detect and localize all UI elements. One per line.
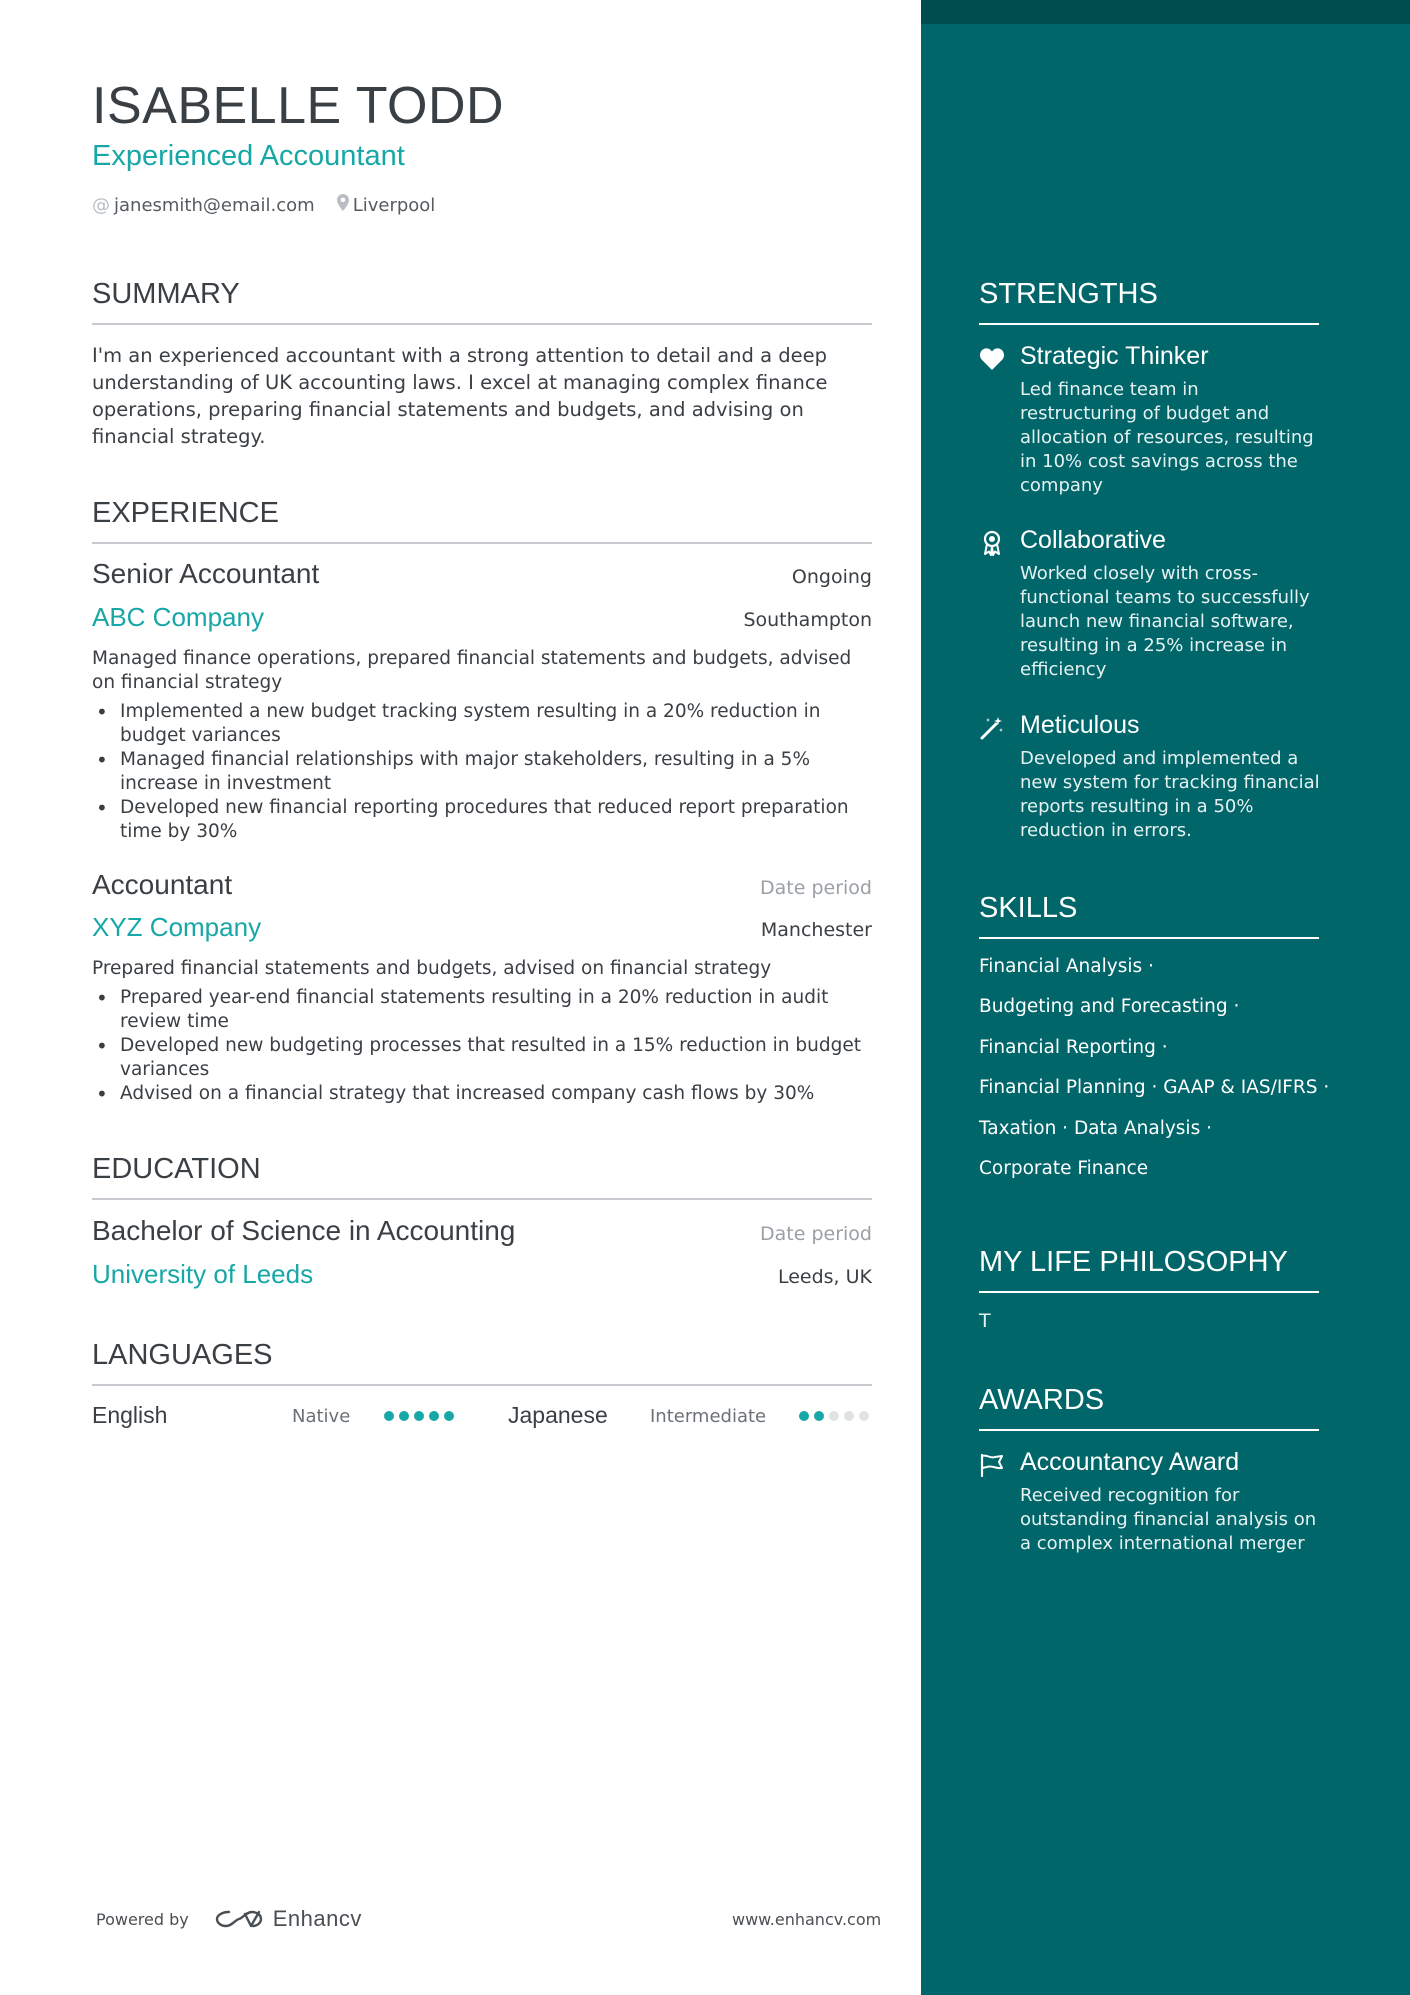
experience-heading: EXPERIENCE bbox=[92, 497, 872, 544]
award-description: Received recognition for outstanding financial analysis on a complex international merger bbox=[1020, 1485, 1317, 1554]
sidebar bbox=[921, 0, 1410, 1995]
education-header bbox=[92, 1215, 872, 1247]
strength-title: Strategic Thinker bbox=[1020, 342, 1209, 370]
proficiency-dot bbox=[414, 1411, 424, 1421]
summary-heading: SUMMARY bbox=[92, 278, 872, 325]
education-date: Date period bbox=[760, 1223, 872, 1245]
languages-row bbox=[92, 1402, 872, 1432]
job-company: ABC Company bbox=[92, 602, 264, 632]
awards-heading: AWARDS bbox=[979, 1384, 1319, 1431]
heart-icon bbox=[979, 346, 1005, 372]
strengths-heading: STRENGTHS bbox=[979, 278, 1319, 325]
candidate-name: ISABELLE TODD bbox=[92, 77, 505, 135]
job-bullets bbox=[92, 700, 872, 844]
job-company-row bbox=[92, 602, 872, 633]
footer-url[interactable]: www.enhancv.com bbox=[732, 1910, 882, 1929]
job-company-row bbox=[92, 912, 872, 943]
award-title: Accountancy Award bbox=[1020, 1448, 1240, 1476]
proficiency-dot bbox=[399, 1411, 409, 1421]
skills-heading: SKILLS bbox=[979, 892, 1319, 939]
brand-name: Enhancv bbox=[272, 1906, 362, 1931]
skill-line: Financial Planning · GAAP & IAS/IFRS · bbox=[979, 1077, 1330, 1098]
proficiency-dot bbox=[814, 1411, 824, 1421]
job-bullet: • Developed new budgeting processes that resulted in a 15% reduction in budget variances bbox=[92, 1034, 872, 1082]
job-header bbox=[92, 869, 872, 901]
job-company: XYZ Company bbox=[92, 912, 262, 942]
strength-description: Led finance team in restructuring of budget and allocation of resources, resulting in 10% cost savings across the company bbox=[1020, 379, 1314, 496]
job-title: Accountant bbox=[92, 869, 233, 900]
skill-line: Taxation · Data Analysis · bbox=[979, 1118, 1212, 1139]
job-header bbox=[92, 558, 872, 590]
candidate-role: Experienced Accountant bbox=[92, 140, 405, 172]
philosophy-heading: MY LIFE PHILOSOPHY bbox=[979, 1246, 1319, 1293]
job-location: Manchester bbox=[760, 919, 872, 941]
strength-description: Worked closely with cross-functional teams to successfully launch new financial software, resulting in a 25% increase in efficiency bbox=[1020, 563, 1310, 680]
enhancv-logo[interactable] bbox=[215, 1906, 362, 1932]
job-bullet: • Developed new financial reporting procedures that reduced report preparation time by 30% bbox=[92, 796, 872, 844]
award-ribbon-icon bbox=[979, 530, 1005, 556]
proficiency-dot bbox=[429, 1411, 439, 1421]
school-location: Leeds, UK bbox=[777, 1266, 872, 1288]
language-dots bbox=[384, 1411, 454, 1421]
skill-line: Budgeting and Forecasting · bbox=[979, 996, 1240, 1017]
education-school-row bbox=[92, 1259, 872, 1290]
strength-description: Developed and implemented a new system for tracking financial reports resulting in a 50% reduction in errors. bbox=[1020, 748, 1320, 841]
contact-info bbox=[92, 194, 435, 216]
languages-heading: LANGUAGES bbox=[92, 1339, 872, 1386]
strength-title: Collaborative bbox=[1020, 526, 1166, 554]
job-bullets bbox=[92, 986, 872, 1106]
job-description: Prepared financial statements and budgets, advised on financial strategy bbox=[92, 958, 772, 979]
proficiency-dot bbox=[384, 1411, 394, 1421]
proficiency-dot bbox=[444, 1411, 454, 1421]
proficiency-dot bbox=[844, 1411, 854, 1421]
job-title: Senior Accountant bbox=[92, 558, 320, 589]
proficiency-dot bbox=[829, 1411, 839, 1421]
at-icon: @ bbox=[92, 194, 110, 216]
job-bullet: • Managed financial relationships with major stakeholders, resulting in a 5% increase in investment bbox=[92, 748, 872, 796]
email-link[interactable]: janesmith@email.com bbox=[114, 194, 315, 216]
language-dots bbox=[799, 1411, 869, 1421]
language-name: Japanese bbox=[508, 1402, 608, 1428]
job-bullet: • Prepared year-end financial statements resulting in a 20% reduction in audit review time bbox=[92, 986, 872, 1034]
job-date: Date period bbox=[760, 877, 872, 899]
location-text: Liverpool bbox=[352, 194, 436, 216]
sidebar-top-band bbox=[921, 0, 1410, 24]
skill-line: Corporate Finance bbox=[979, 1158, 1149, 1179]
job-location: Southampton bbox=[743, 609, 872, 631]
school-name: University of Leeds bbox=[92, 1259, 314, 1289]
job-bullet: • Implemented a new budget tracking system resulting in a 20% reduction in budget variances bbox=[92, 700, 872, 748]
job-date: Ongoing bbox=[791, 566, 872, 588]
education-heading: EDUCATION bbox=[92, 1153, 872, 1200]
flag-icon bbox=[979, 1452, 1005, 1478]
job-bullet: • Advised on a financial strategy that increased company cash flows by 30% bbox=[92, 1082, 872, 1106]
language-name: English bbox=[92, 1402, 168, 1428]
language-level: Intermediate bbox=[650, 1406, 767, 1427]
strength-title: Meticulous bbox=[1020, 711, 1140, 739]
footer-powered bbox=[96, 1906, 362, 1932]
magic-wand-icon bbox=[979, 715, 1005, 741]
skill-line: Financial Reporting · bbox=[979, 1037, 1168, 1058]
enhancv-logo-icon bbox=[215, 1908, 263, 1930]
degree-title: Bachelor of Science in Accounting bbox=[92, 1215, 516, 1246]
summary-text: I'm an experienced accountant with a strong attention to detail and a deep understanding of UK accounting laws. I excel at managing complex finance operations, preparing financial statements and budgets, and advising on financial strategy. bbox=[92, 344, 828, 448]
powered-by-text: Powered by bbox=[96, 1909, 189, 1929]
philosophy-text: T bbox=[979, 1310, 991, 1332]
skill-line: Financial Analysis · bbox=[979, 956, 1154, 977]
language-level: Native bbox=[292, 1406, 351, 1427]
proficiency-dot bbox=[859, 1411, 869, 1421]
proficiency-dot bbox=[799, 1411, 809, 1421]
job-description: Managed finance operations, prepared financial statements and budgets, advised on financial strategy bbox=[92, 648, 852, 693]
location-pin-icon bbox=[337, 194, 349, 216]
